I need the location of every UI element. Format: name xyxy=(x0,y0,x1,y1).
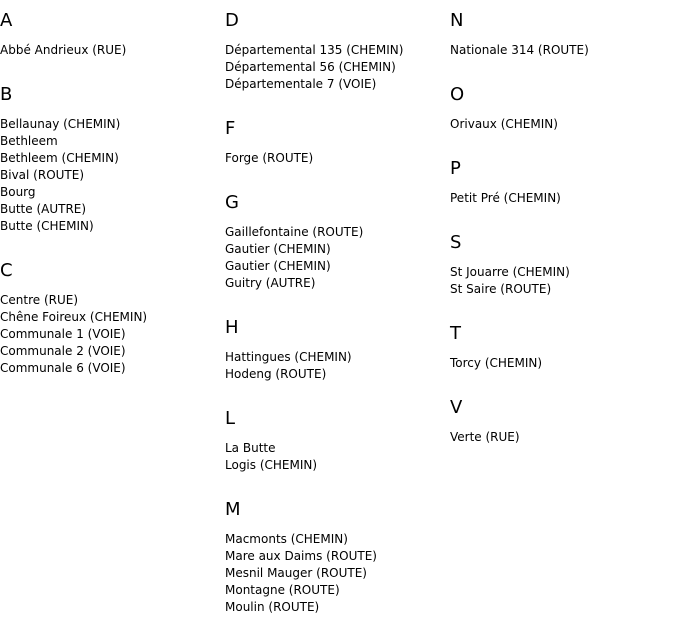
street-list xyxy=(225,150,450,167)
street-item: Petit Pré (CHEMIN) xyxy=(450,191,561,205)
index-column-2 xyxy=(225,0,450,616)
letter-section xyxy=(450,74,675,148)
section-spacer xyxy=(225,93,450,108)
street-item: Départemental 135 (CHEMIN) xyxy=(225,43,404,57)
letter-heading: A xyxy=(0,10,13,31)
letter-heading: M xyxy=(225,499,241,520)
letter-heading: L xyxy=(225,408,236,429)
street-item: Verte (RUE) xyxy=(450,430,520,444)
index-column-1 xyxy=(0,0,225,377)
street-item: Guitry (AUTRE) xyxy=(225,276,316,290)
street-item: Chêne Foireux (CHEMIN) xyxy=(0,310,148,324)
letter-heading: H xyxy=(225,317,239,338)
street-item: Logis (CHEMIN) xyxy=(225,458,318,472)
street-item: Communale 1 (VOIE) xyxy=(0,327,126,341)
letter-heading: B xyxy=(0,84,13,105)
letter-section xyxy=(450,313,675,387)
street-item: St Jouarre (CHEMIN) xyxy=(450,265,570,279)
street-item: Bival (ROUTE) xyxy=(0,168,85,182)
letter-section xyxy=(0,250,225,377)
letter-section xyxy=(450,387,675,446)
letter-heading: P xyxy=(450,158,461,179)
letter-section xyxy=(225,307,450,398)
street-item: Bethleem xyxy=(0,134,58,148)
street-item: Mare aux Daims (ROUTE) xyxy=(225,549,377,563)
street-item: Communale 6 (VOIE) xyxy=(0,361,126,375)
street-item: Nationale 314 (ROUTE) xyxy=(450,43,589,57)
letter-heading: D xyxy=(225,10,239,31)
street-item: Abbé Andrieux (RUE) xyxy=(0,43,127,57)
letter-section xyxy=(225,0,450,108)
street-item: Moulin (ROUTE) xyxy=(225,600,320,614)
letter-section xyxy=(450,148,675,222)
letter-heading: T xyxy=(450,323,461,344)
street-item: Départemental 56 (CHEMIN) xyxy=(225,60,396,74)
section-spacer xyxy=(225,474,450,489)
section-spacer xyxy=(450,59,675,74)
section-spacer xyxy=(225,383,450,398)
letter-section xyxy=(225,108,450,182)
street-list xyxy=(0,292,225,377)
section-spacer xyxy=(225,292,450,307)
street-item: Mesnil Mauger (ROUTE) xyxy=(225,566,367,580)
street-item: Hodeng (ROUTE) xyxy=(225,367,327,381)
letter-heading: F xyxy=(225,118,236,139)
street-list xyxy=(225,531,450,616)
letter-heading: G xyxy=(225,192,239,213)
letter-heading: N xyxy=(450,10,464,31)
street-list xyxy=(450,190,675,207)
index-column-3 xyxy=(450,0,675,446)
street-item: Hattingues (CHEMIN) xyxy=(225,350,352,364)
street-list xyxy=(0,116,225,235)
letter-heading: O xyxy=(450,84,465,105)
street-item: Bethleem (CHEMIN) xyxy=(0,151,119,165)
letter-section xyxy=(225,489,450,616)
letter-section xyxy=(0,0,225,74)
letter-heading: V xyxy=(450,397,463,418)
section-spacer xyxy=(450,207,675,222)
street-list xyxy=(450,42,675,59)
letter-section xyxy=(225,398,450,489)
letter-heading: C xyxy=(0,260,13,281)
street-item: Bellaunay (CHEMIN) xyxy=(0,117,121,131)
street-item: Gautier (CHEMIN) xyxy=(225,259,331,273)
letter-section xyxy=(450,222,675,313)
section-spacer xyxy=(450,133,675,148)
section-spacer xyxy=(0,235,225,250)
section-spacer xyxy=(450,298,675,313)
street-item: Gautier (CHEMIN) xyxy=(225,242,331,256)
street-list xyxy=(225,440,450,474)
street-list xyxy=(225,224,450,292)
section-spacer xyxy=(0,59,225,74)
street-list xyxy=(450,429,675,446)
street-item: La Butte xyxy=(225,441,276,455)
street-list xyxy=(225,42,450,93)
section-spacer xyxy=(450,372,675,387)
letter-section xyxy=(225,182,450,307)
street-item: Montagne (ROUTE) xyxy=(225,583,340,597)
street-item: Butte (CHEMIN) xyxy=(0,219,94,233)
street-list xyxy=(450,264,675,298)
street-item: Macmonts (CHEMIN) xyxy=(225,532,348,546)
street-item: Gaillefontaine (ROUTE) xyxy=(225,225,364,239)
letter-section xyxy=(0,74,225,250)
street-list xyxy=(0,42,225,59)
street-list xyxy=(450,355,675,372)
letter-section xyxy=(450,0,675,74)
section-spacer xyxy=(225,167,450,182)
street-item: Bourg xyxy=(0,185,36,199)
street-item: Communale 2 (VOIE) xyxy=(0,344,126,358)
street-item: Forge (ROUTE) xyxy=(225,151,314,165)
letter-heading: S xyxy=(450,232,462,253)
street-item: Torcy (CHEMIN) xyxy=(450,356,543,370)
street-item: Orivaux (CHEMIN) xyxy=(450,117,558,131)
street-item: Centre (RUE) xyxy=(0,293,79,307)
street-item: St Saire (ROUTE) xyxy=(450,282,552,296)
street-item: Butte (AUTRE) xyxy=(0,202,87,216)
street-list xyxy=(225,349,450,383)
street-list xyxy=(450,116,675,133)
street-item: Départementale 7 (VOIE) xyxy=(225,77,377,91)
